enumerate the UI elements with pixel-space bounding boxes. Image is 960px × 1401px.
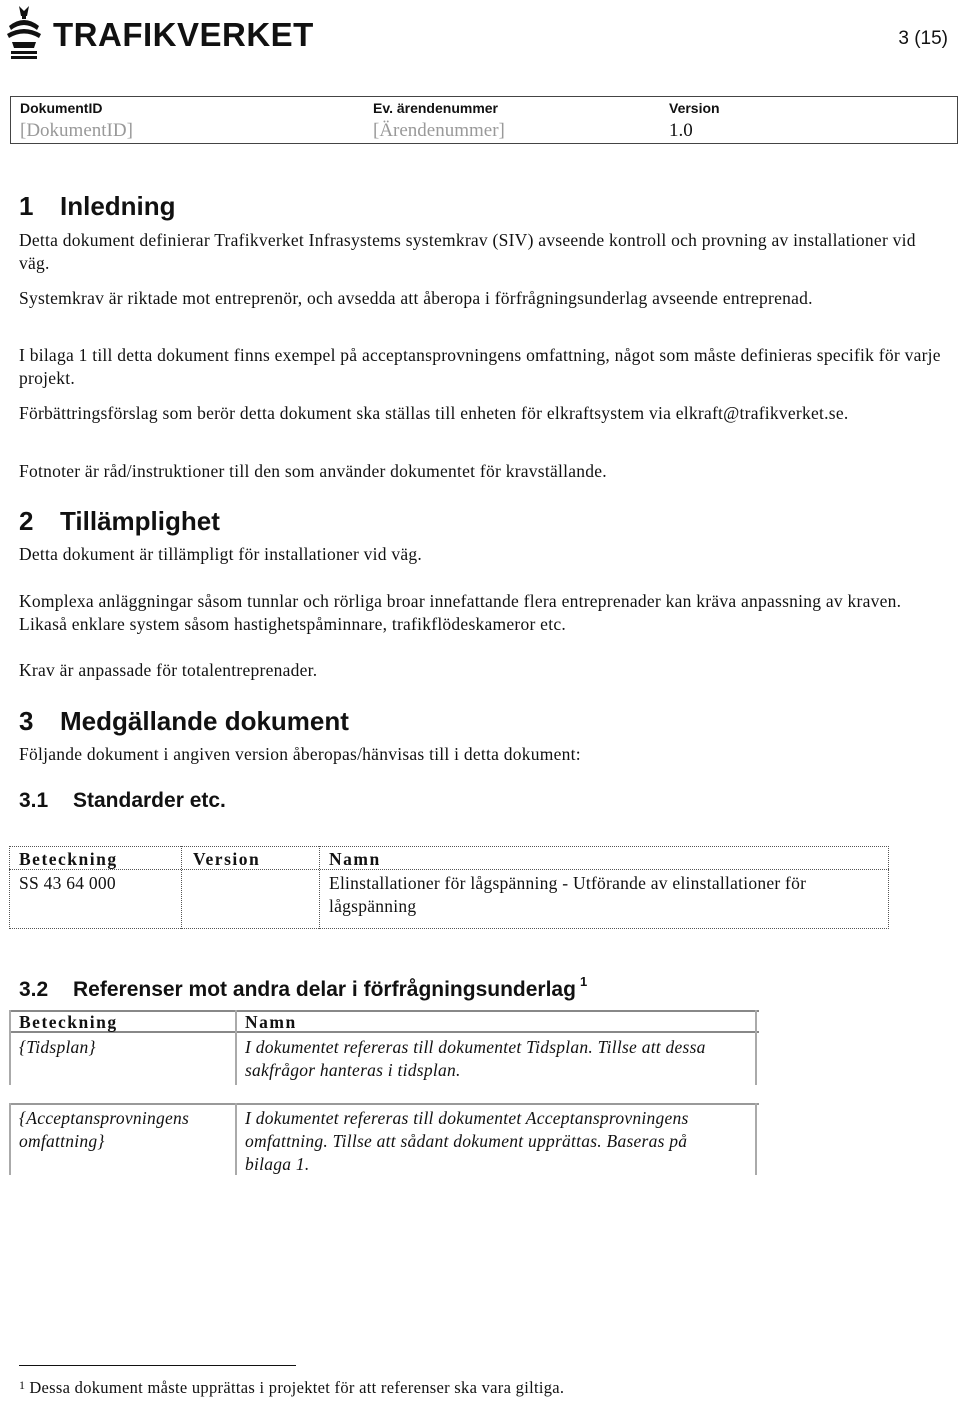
paragraph: Detta dokument är tillämpligt för installationer vid väg. xyxy=(19,544,423,564)
section-title: Standarder etc. xyxy=(73,789,226,812)
trafikverket-logo xyxy=(3,4,314,60)
column-divider xyxy=(235,1033,237,1085)
footnote-number: 1 xyxy=(19,1378,26,1392)
column-divider xyxy=(235,1010,237,1033)
column-header-namn: Namn xyxy=(245,1012,297,1032)
column-divider xyxy=(181,846,182,929)
logo-wordmark: TRAFIKVERKET xyxy=(53,16,314,53)
column-header-version: Version xyxy=(193,849,261,869)
document-metadata-box xyxy=(10,96,958,144)
document-id-label: DokumentID xyxy=(20,100,103,116)
table-cell: {Tidsplan} xyxy=(19,1037,96,1057)
section-title: Referenser mot andra delar i förfrågningsunderlag xyxy=(73,978,576,1001)
column-divider xyxy=(235,1103,237,1175)
section-title: Inledning xyxy=(60,191,176,221)
standards-table xyxy=(9,846,889,929)
references-table xyxy=(9,1010,759,1175)
section-1-heading xyxy=(19,191,176,222)
column-divider xyxy=(755,1103,757,1175)
paragraph: Fotnoter är råd/instruktioner till den som använder dokumentet för kravställande. xyxy=(19,461,607,481)
section-3-heading xyxy=(19,706,349,737)
section-title: Tillämplighet xyxy=(60,506,220,536)
paragraph: Komplexa anläggningar såsom tunnlar och rörliga broar innefattande flera entreprenader kan kräva anpassning av kraven. Likaså enklare system såsom hastighetspåminnare, trafikflödeskameror etc. xyxy=(19,591,902,634)
section-number: 3.1 xyxy=(19,789,49,812)
column-header-namn: Namn xyxy=(329,849,381,869)
section-number: 2 xyxy=(19,506,34,536)
crown-emblem-icon xyxy=(3,4,45,60)
version-label: Version xyxy=(669,100,720,116)
column-header-beteckning: Beteckning xyxy=(19,849,118,869)
footnote-text: Dessa dokument måste upprättas i projektet för att referenser ska vara giltiga. xyxy=(29,1378,565,1397)
paragraph: Detta dokument definierar Trafikverket Infrasystems systemkrav (SIV) avseende kontroll och provning av installationer vid väg. xyxy=(19,230,916,273)
column-divider xyxy=(755,1010,757,1033)
table-cell: SS 43 64 000 xyxy=(19,873,116,893)
document-id-value: [DokumentID] xyxy=(20,120,133,141)
section-title: Medgällande dokument xyxy=(60,706,349,736)
paragraph: Förbättringsförslag som berör detta dokument ska ställas till enheten för elkraftsystem via elkraft@trafikverket.se. xyxy=(19,403,849,423)
case-number-value: [Ärendenummer] xyxy=(373,120,505,141)
column-divider xyxy=(9,1010,11,1033)
section-3-2-heading xyxy=(19,974,588,1002)
footnote-reference: 1 xyxy=(579,974,588,989)
row-border xyxy=(9,1103,759,1105)
table-cell: I dokumentet refereras till dokumentet Tidsplan. Tillse att dessa sakfrågor hanteras i tidsplan. xyxy=(245,1037,706,1080)
column-header-beteckning: Beteckning xyxy=(19,1012,118,1032)
table-cell: I dokumentet refereras till dokumentet Acceptansprovningens omfattning. Tillse att sådant dokument upprättas. Baseras på bilaga 1. xyxy=(245,1108,689,1174)
column-divider xyxy=(319,846,320,929)
paragraph: I bilaga 1 till detta dokument finns exempel på acceptansprovningens omfattning, något som måste definieras specifik för varje projekt. xyxy=(19,345,941,388)
section-number: 3 xyxy=(19,706,34,736)
table-cell: Elinstallationer för lågspänning - Utförande av elinstallationer för lågspänning xyxy=(329,873,807,916)
paragraph: Krav är anpassade för totalentreprenader. xyxy=(19,660,318,680)
column-divider xyxy=(9,1103,11,1175)
paragraph: Följande dokument i angiven version åberopas/hänvisas till i detta dokument: xyxy=(19,744,581,764)
footnote-separator xyxy=(19,1365,296,1366)
version-value: 1.0 xyxy=(669,120,693,141)
table-cell: {Acceptansprovningens omfattning} xyxy=(19,1108,190,1151)
case-number-label: Ev. ärendenummer xyxy=(373,100,499,116)
section-2-heading xyxy=(19,506,220,537)
header-divider xyxy=(9,846,889,870)
section-3-1-heading xyxy=(19,789,226,813)
column-divider xyxy=(755,1033,757,1085)
section-number: 3.2 xyxy=(19,978,49,1001)
column-divider xyxy=(9,1033,11,1085)
paragraph: Systemkrav är riktade mot entreprenör, och avsedda att åberopa i förfrågningsunderlag avseende entreprenad. xyxy=(19,288,813,308)
header-row-border xyxy=(9,1010,759,1033)
section-number: 1 xyxy=(19,191,34,221)
footnote xyxy=(19,1378,564,1398)
page-number: 3 (15) xyxy=(898,28,948,49)
